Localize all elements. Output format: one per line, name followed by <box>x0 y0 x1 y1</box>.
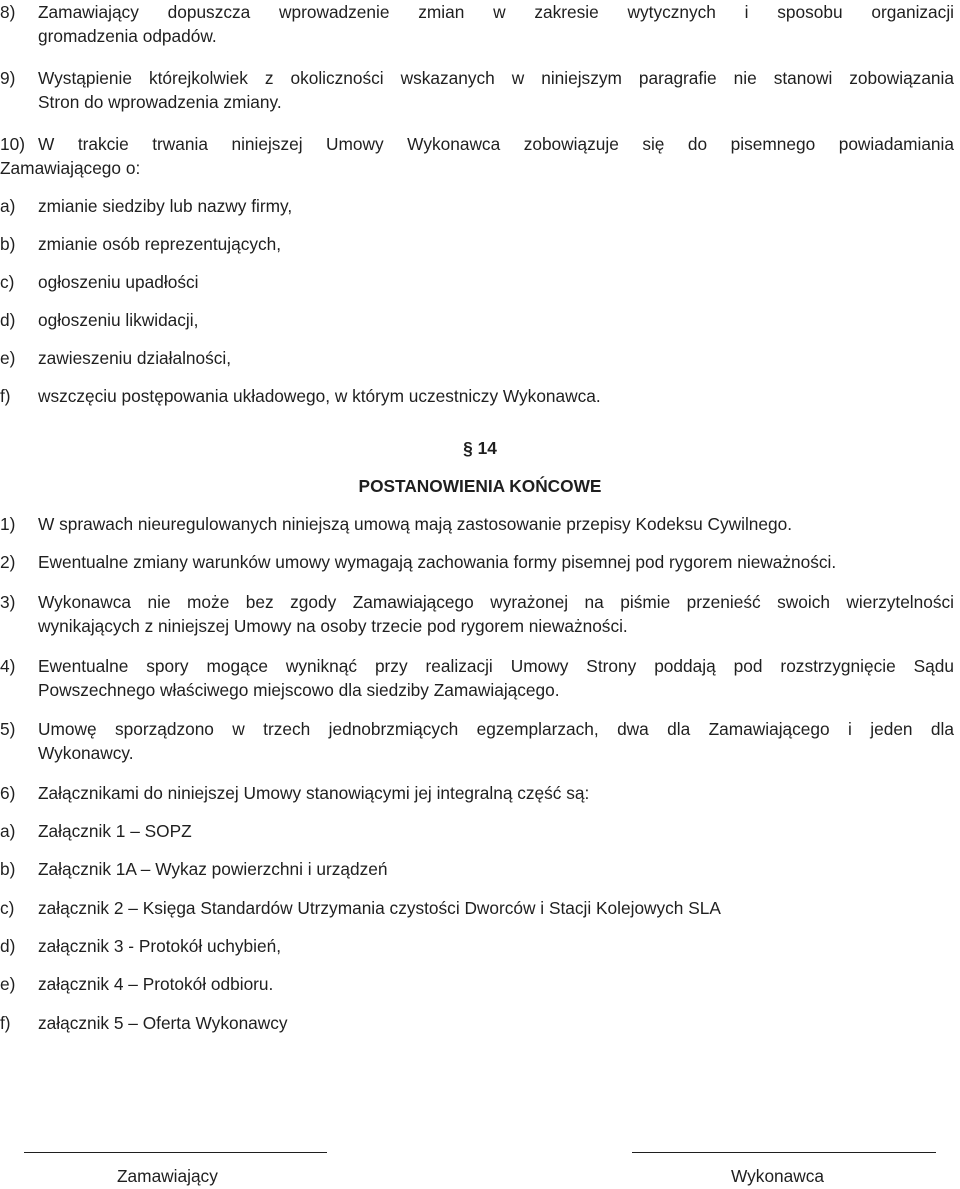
clause-text-line1: Załącznikami do niniejszej Umowy stanowiącymi jej integralną część są: <box>38 783 590 803</box>
attachment-item <box>0 972 273 996</box>
clause-text-line2: gromadzenia odpadów. <box>38 26 217 46</box>
attachment-item <box>0 896 721 920</box>
final-clause-6 <box>0 781 954 805</box>
list-text: zmianie osób reprezentujących, <box>38 234 282 254</box>
list-item <box>0 346 231 370</box>
list-letter: e) <box>0 974 16 994</box>
signature-label-left: Zamawiający <box>117 1166 218 1186</box>
clause-number: 6) <box>0 783 16 803</box>
list-text: zmianie siedziby lub nazwy firmy, <box>38 196 293 216</box>
list-letter: e) <box>0 348 16 368</box>
list-letter: a) <box>0 196 16 216</box>
clause-text-line1: W sprawach nieuregulowanych niniejszą umową mają zastosowanie przepisy Kodeksu Cywilnego. <box>38 514 793 534</box>
list-text: ogłoszeniu upadłości <box>38 272 199 292</box>
clause-text-line1: Ewentualne zmiany warunków umowy wymagają zachowania formy pisemnej pod rygorem nieważności. <box>38 552 837 572</box>
signature-label-right: Wykonawca <box>731 1166 825 1186</box>
final-clause-3 <box>0 590 954 638</box>
clause-number: 5) <box>0 719 16 739</box>
list-text: Załącznik 1A – Wykaz powierzchni i urządzeń <box>38 859 388 879</box>
clause-text-line1: Umowę sporządzono w trzech jednobrzmiących egzemplarzach, dwa dla Zamawiającego i jeden dla <box>38 719 954 739</box>
list-item <box>0 384 601 408</box>
clause-number: 10) <box>0 134 25 154</box>
clause-text-line1: Ewentualne spory mogące wyniknąć przy realizacji Umowy Strony poddają pod rozstrzygnięcie Sądu <box>38 656 954 676</box>
list-item <box>0 308 198 332</box>
list-text: załącznik 2 – Księga Standardów Utrzymania czystości Dworców i Stacji Kolejowych SLA <box>38 898 721 918</box>
clause-number: 2) <box>0 552 16 572</box>
list-letter: f) <box>0 1013 11 1033</box>
clause-text-line2: Powszechnego właściwego miejscowo dla siedziby Zamawiającego. <box>38 680 560 700</box>
clause-9 <box>0 66 954 114</box>
attachment-item <box>0 934 281 958</box>
clause-text-line1: Wystąpienie którejkolwiek z okoliczności wskazanych w niniejszym paragrafie nie stanowi zobowiązania <box>38 68 954 88</box>
clause-text-line2: Zamawiającego o: <box>0 158 141 178</box>
clause-number: 3) <box>0 592 16 612</box>
list-item <box>0 232 281 256</box>
list-letter: c) <box>0 272 15 292</box>
list-text: zawieszeniu działalności, <box>38 348 232 368</box>
list-letter: a) <box>0 821 16 841</box>
final-clause-1 <box>0 512 954 536</box>
list-letter: d) <box>0 310 16 330</box>
clause-text-line1: W trakcie trwania niniejszej Umowy Wykonawca zobowiązuje się do pisemnego powiadamiania <box>38 134 954 154</box>
list-text: wszczęciu postępowania układowego, w którym uczestniczy Wykonawca. <box>38 386 601 406</box>
list-item <box>0 270 198 294</box>
clause-number: 4) <box>0 656 16 676</box>
list-letter: b) <box>0 234 16 254</box>
clause-text-line2: wynikających z niniejszej Umowy na osoby trzecie pod rygorem nieważności. <box>38 616 628 636</box>
clause-text-line1: Wykonawca nie może bez zgody Zamawiającego wyrażonej na piśmie przenieść swoich wierzytelności <box>38 592 954 612</box>
list-item <box>0 194 292 218</box>
list-text: załącznik 5 – Oferta Wykonawcy <box>38 1013 288 1033</box>
clause-10 <box>0 132 954 180</box>
list-text: załącznik 4 – Protokół odbioru. <box>38 974 274 994</box>
list-text: ogłoszeniu likwidacji, <box>38 310 199 330</box>
clause-text-line2: Wykonawcy. <box>38 743 134 763</box>
attachment-item <box>0 819 192 843</box>
section-title: POSTANOWIENIA KOŃCOWE <box>358 476 602 496</box>
list-text: Załącznik 1 – SOPZ <box>38 821 192 841</box>
attachment-item <box>0 857 387 881</box>
clause-number: 9) <box>0 68 16 88</box>
clause-text-line1: Zamawiający dopuszcza wprowadzenie zmian w zakresie wytycznych i sposobu organizacji <box>38 2 954 22</box>
attachment-item <box>0 1011 288 1035</box>
final-clause-4 <box>0 654 954 702</box>
list-text: załącznik 3 - Protokół uchybień, <box>38 936 282 956</box>
signature-line-right <box>632 1152 936 1153</box>
section-number: § 14 <box>463 438 497 458</box>
clause-text-line2: Stron do wprowadzenia zmiany. <box>38 92 282 112</box>
clause-number: 1) <box>0 514 16 534</box>
list-letter: b) <box>0 859 16 879</box>
final-clause-2 <box>0 550 954 574</box>
list-letter: c) <box>0 898 15 918</box>
clause-number: 8) <box>0 2 16 22</box>
list-letter: d) <box>0 936 16 956</box>
list-letter: f) <box>0 386 11 406</box>
signature-line-left <box>24 1152 327 1153</box>
clause-8 <box>0 0 954 48</box>
final-clause-5 <box>0 717 954 765</box>
